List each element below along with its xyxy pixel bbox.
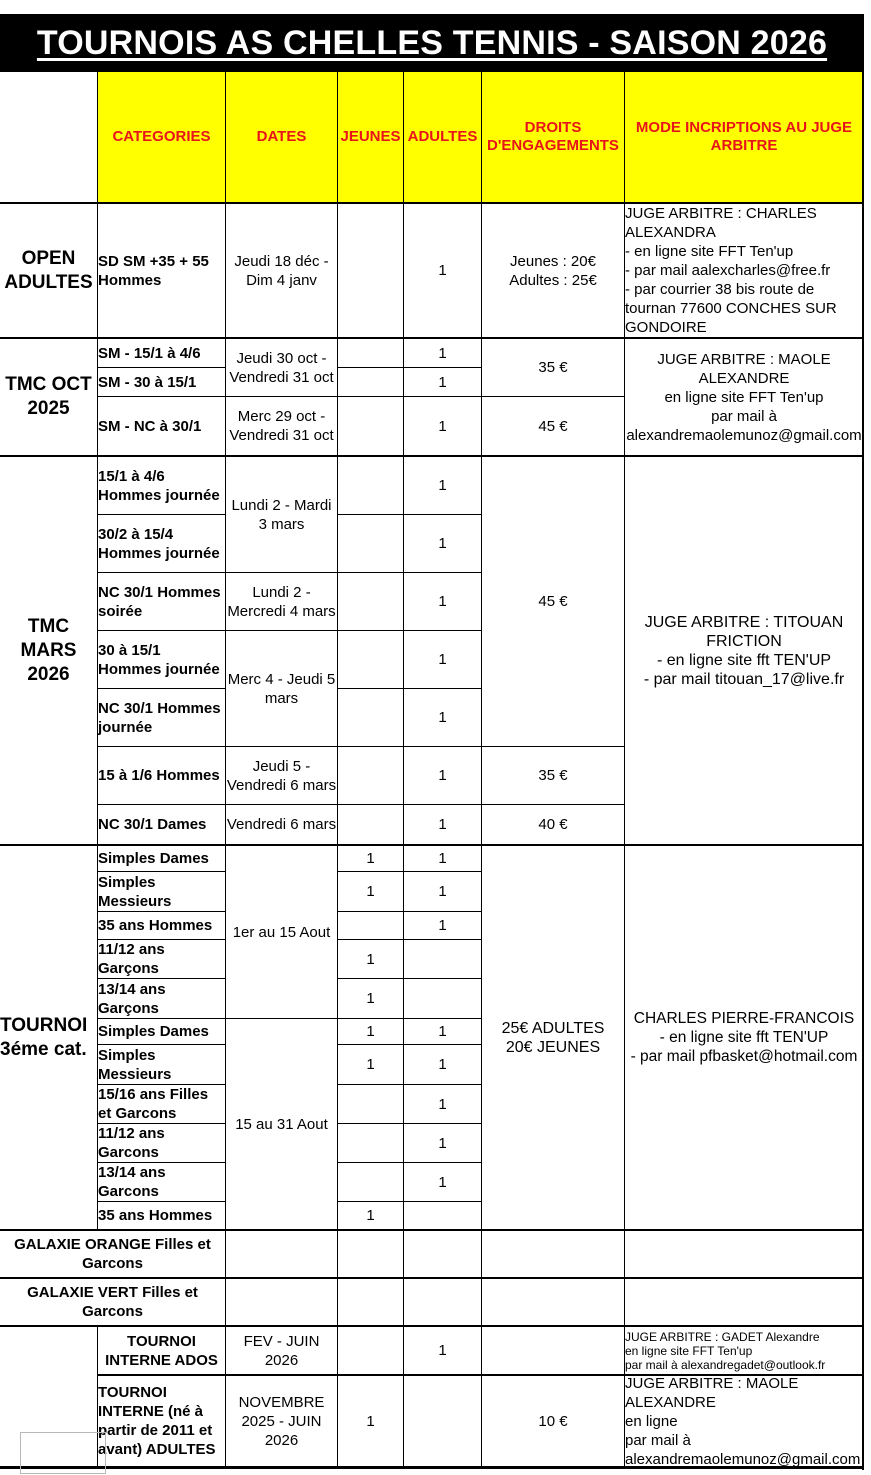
interne-adultes-adultes xyxy=(404,1376,482,1467)
tournoi3-adultes: 1 xyxy=(404,1163,482,1202)
tournoi3-jeunes: 1 xyxy=(338,872,404,912)
tmc-mars-mode-line: - par mail titouan_17@live.fr xyxy=(643,670,845,688)
galaxie-vert-droits xyxy=(482,1279,625,1327)
galaxie-orange-droits xyxy=(482,1231,625,1279)
interne-adultes-dates: NOVEMBRE 2025 - JUIN 2026 xyxy=(226,1376,338,1467)
tournoi3-adultes xyxy=(404,979,482,1019)
tournoi3-category: Simples Messieurs xyxy=(98,872,226,912)
galaxie-orange-adultes xyxy=(404,1231,482,1279)
tournoi3-adultes xyxy=(404,1202,482,1231)
interne-adultes-jeunes: 1 xyxy=(338,1376,404,1467)
tmc-mars-adultes: 1 xyxy=(404,515,482,573)
tournoi3-adultes: 1 xyxy=(404,1085,482,1124)
tournoi3-category: Simples Messieurs xyxy=(98,1045,226,1085)
tournoi3-mode-line: - en ligne site fft TEN'UP xyxy=(659,1029,829,1046)
tournoi3-category: 11/12 ans Garçons xyxy=(98,940,226,979)
interne-ados-dates: FEV - JUIN 2026 xyxy=(226,1327,338,1376)
tmc-mars-jeunes xyxy=(338,573,404,631)
tournoi3-category: 11/12 ans Garcons xyxy=(98,1124,226,1163)
tmc-oct-dates-b: Merc 29 oct - Vendredi 31 oct xyxy=(226,397,338,457)
tmc-mars-jeunes xyxy=(338,457,404,515)
open-dates: Jeudi 18 déc - Dim 4 janv xyxy=(226,204,338,339)
open-mode-line: - par mail aalexcharles@free.fr xyxy=(625,262,831,279)
tournoi3-adultes: 1 xyxy=(404,912,482,940)
interne-ados-mode xyxy=(625,1327,864,1376)
tmc-oct-mode-line: par mail à xyxy=(711,407,777,425)
interne-adultes-mode-line: alexandremaolemunoz@gmail.com xyxy=(625,1450,861,1467)
tmc-mars-mode xyxy=(625,457,864,846)
interne-adultes-mode-line: en ligne xyxy=(625,1412,678,1430)
tournoi3-jeunes xyxy=(338,912,404,940)
tournoi3-mode xyxy=(625,846,864,1231)
tmc-oct-dates-a: Jeudi 30 oct - Vendredi 31 oct xyxy=(226,339,338,397)
tmc-oct-adultes: 1 xyxy=(404,397,482,457)
tournoi3-name-line: 3éme cat. xyxy=(0,1038,87,1060)
galaxie-orange-dates xyxy=(226,1231,338,1279)
interne-adultes-mode-line: JUGE ARBITRE : MAOLE ALEXANDRE xyxy=(625,1376,799,1411)
tournoi3-jeunes: 1 xyxy=(338,846,404,872)
tournoi3-category: Simples Dames xyxy=(98,846,226,872)
galaxie-vert-mode xyxy=(625,1279,864,1327)
tournoi3-adultes xyxy=(404,940,482,979)
tmc-oct-adultes: 1 xyxy=(404,339,482,368)
tmc-oct-category: SM - 30 à 15/1 xyxy=(98,368,226,397)
tournoi3-jeunes: 1 xyxy=(338,979,404,1019)
tmc-oct-droits-b: 45 € xyxy=(482,397,625,457)
open-droits-jeunes: Jeunes : 20€ xyxy=(510,252,596,270)
tmc-mars-mode-line: - en ligne site fft TEN'UP xyxy=(656,651,832,669)
open-name: OPEN ADULTES xyxy=(0,204,98,339)
tmc-mars-jeunes xyxy=(338,747,404,805)
tmc-oct-mode xyxy=(625,339,864,457)
bottom-border xyxy=(0,1467,864,1469)
galaxie-vert-jeunes xyxy=(338,1279,404,1327)
interne-adultes-droits: 10 € xyxy=(482,1376,625,1467)
galaxie-orange: GALAXIE ORANGE Filles et Garcons xyxy=(0,1231,226,1279)
galaxie-orange-jeunes xyxy=(338,1231,404,1279)
tournoi3-droits-line: 20€ JEUNES xyxy=(505,1038,601,1056)
tmc-mars-mode-line: JUGE ARBITRE : TITOUAN FRICTION xyxy=(644,613,844,650)
tmc-oct-category: SM - NC à 30/1 xyxy=(98,397,226,457)
tmc-mars-adultes: 1 xyxy=(404,689,482,747)
tmc-oct-category: SM - 15/1 à 4/6 xyxy=(98,339,226,368)
tmc-oct-mode-line: JUGE ARBITRE : MAOLE ALEXANDRE xyxy=(657,350,831,387)
tournoi3-adultes: 1 xyxy=(404,1124,482,1163)
tmc-mars-adultes: 1 xyxy=(404,457,482,515)
galaxie-orange-mode xyxy=(625,1231,864,1279)
interne-ados-droits xyxy=(482,1327,625,1376)
tournoi3-dates-b: 15 au 31 Aout xyxy=(226,1019,338,1231)
tmc-mars-category: NC 30/1 Hommes soirée xyxy=(98,573,226,631)
open-droits xyxy=(482,204,625,339)
tournoi3-jeunes: 1 xyxy=(338,940,404,979)
title-bar xyxy=(0,14,864,72)
tmc-oct-jeunes xyxy=(338,368,404,397)
tournoi3-jeunes: 1 xyxy=(338,1045,404,1085)
tournoi3-category: 13/14 ans Garçons xyxy=(98,979,226,1019)
interne-ados-category: TOURNOI INTERNE ADOS xyxy=(98,1327,226,1376)
galaxie-vert-adultes xyxy=(404,1279,482,1327)
tmc-oct-jeunes xyxy=(338,397,404,457)
tmc-mars-category: NC 30/1 Hommes journée xyxy=(98,689,226,747)
header-mode: MODE INCRIPTIONS AU JUGE ARBITRE xyxy=(625,72,864,204)
open-mode-line: JUGE ARBITRE : CHARLES ALEXANDRA xyxy=(625,205,817,241)
tmc-oct-mode-line: en ligne site FFT Ten'up xyxy=(664,388,824,406)
tournoi3-dates-a: 1er au 15 Aout xyxy=(226,846,338,1019)
interne-ados-mode-line: par mail à alexandregadet@outlook.fr xyxy=(625,1357,826,1372)
open-mode-line: - en ligne site FFT Ten'up xyxy=(625,243,794,260)
tournoi3-adultes: 1 xyxy=(404,1045,482,1085)
header-categories: CATEGORIES xyxy=(98,72,226,204)
header-jeunes: JEUNES xyxy=(338,72,404,204)
tmc-oct-name: TMC OCT 2025 xyxy=(0,339,98,457)
tournoi3-adultes: 1 xyxy=(404,846,482,872)
tmc-mars-jeunes xyxy=(338,689,404,747)
tmc-mars-category: 30/2 à 15/4 Hommes journée xyxy=(98,515,226,573)
tmc-mars-adultes: 1 xyxy=(404,573,482,631)
tournoi3-mode-line: - par mail pfbasket@hotmail.com xyxy=(630,1048,858,1065)
tmc-mars-droits-c: 40 € xyxy=(482,805,625,846)
header-adultes: ADULTES xyxy=(404,72,482,204)
tournoi3-jeunes: 1 xyxy=(338,1202,404,1231)
open-category: SD SM +35 + 55 Hommes xyxy=(98,204,226,339)
galaxie-vert-dates xyxy=(226,1279,338,1327)
right-border xyxy=(862,72,864,1470)
header-dates: DATES xyxy=(226,72,338,204)
interne-ados-adultes: 1 xyxy=(404,1327,482,1376)
header-droits: DROITS D'ENGAGEMENTS xyxy=(482,72,625,204)
tournoi3-adultes: 1 xyxy=(404,872,482,912)
tournoi3-category: 35 ans Hommes xyxy=(98,912,226,940)
interne-adultes-mode-line: par mail à xyxy=(625,1431,691,1449)
tournoi3-mode-line: CHARLES PIERRE-FRANCOIS xyxy=(633,1010,855,1027)
tmc-mars-droits-b: 35 € xyxy=(482,747,625,805)
interne-adultes-mode xyxy=(625,1376,864,1467)
tmc-oct-mode-line: alexandremaolemunoz@gmail.com xyxy=(626,426,862,444)
tmc-mars-jeunes xyxy=(338,515,404,573)
page-title: TOURNOIS AS CHELLES TENNIS - SAISON 2026 xyxy=(36,23,828,62)
tmc-mars-dates-d: Jeudi 5 - Vendredi 6 mars xyxy=(226,747,338,805)
tmc-mars-category: NC 30/1 Dames xyxy=(98,805,226,846)
tmc-mars-dates-a: Lundi 2 - Mardi 3 mars xyxy=(226,457,338,573)
tournoi3-droits-line: 25€ ADULTES xyxy=(501,1019,605,1037)
interne-adultes-category: TOURNOI INTERNE (né à partir de 2011 et avant) ADULTES xyxy=(98,1376,226,1467)
interne-ados-mode-line: en ligne site FFT Ten'up xyxy=(625,1343,753,1358)
tmc-oct-jeunes xyxy=(338,339,404,368)
selection-box xyxy=(20,1432,106,1474)
tmc-mars-dates-b: Lundi 2 - Mercredi 4 mars xyxy=(226,573,338,631)
tournoi3-category: Simples Dames xyxy=(98,1019,226,1045)
tournoi3-name xyxy=(0,846,98,1231)
tmc-mars-adultes: 1 xyxy=(404,747,482,805)
open-jeunes xyxy=(338,204,404,339)
header-empty-cell xyxy=(0,72,98,204)
tmc-mars-adultes: 1 xyxy=(404,805,482,846)
tmc-mars-dates-e: Vendredi 6 mars xyxy=(226,805,338,846)
tmc-mars-category: 15 à 1/6 Hommes xyxy=(98,747,226,805)
tmc-oct-droits-a: 35 € xyxy=(482,339,625,397)
tmc-mars-jeunes xyxy=(338,631,404,689)
interne-ados-jeunes xyxy=(338,1327,404,1376)
tournoi3-jeunes xyxy=(338,1124,404,1163)
tmc-oct-adultes: 1 xyxy=(404,368,482,397)
tmc-mars-jeunes xyxy=(338,805,404,846)
tournoi3-name-line: TOURNOI xyxy=(0,1014,88,1036)
tmc-mars-dates-c: Merc 4 - Jeudi 5 mars xyxy=(226,631,338,747)
tmc-mars-droits-a: 45 € xyxy=(482,457,625,747)
tmc-mars-name: TMC MARS 2026 xyxy=(0,457,98,846)
open-mode xyxy=(625,204,864,339)
tournoi3-category: 13/14 ans Garcons xyxy=(98,1163,226,1202)
tournoi3-jeunes xyxy=(338,1163,404,1202)
open-droits-adultes: Adultes : 25€ xyxy=(509,271,597,289)
tournoi3-adultes: 1 xyxy=(404,1019,482,1045)
interne-ados-mode-line: JUGE ARBITRE : GADET Alexandre xyxy=(625,1329,820,1344)
tournoi3-category: 35 ans Hommes xyxy=(98,1202,226,1231)
open-mode-line: - par courrier 38 bis route de tournan 77600 CONCHES SUR GONDOIRE xyxy=(625,281,837,336)
tmc-mars-category: 30 à 15/1 Hommes journée xyxy=(98,631,226,689)
tournoi3-jeunes xyxy=(338,1085,404,1124)
galaxie-vert: GALAXIE VERT Filles et Garcons xyxy=(0,1279,226,1327)
tournoi3-droits xyxy=(482,846,625,1231)
tournoi3-category: 15/16 ans Filles et Garcons xyxy=(98,1085,226,1124)
open-adultes: 1 xyxy=(404,204,482,339)
tournoi3-jeunes: 1 xyxy=(338,1019,404,1045)
tmc-mars-category: 15/1 à 4/6 Hommes journée xyxy=(98,457,226,515)
tmc-mars-adultes: 1 xyxy=(404,631,482,689)
